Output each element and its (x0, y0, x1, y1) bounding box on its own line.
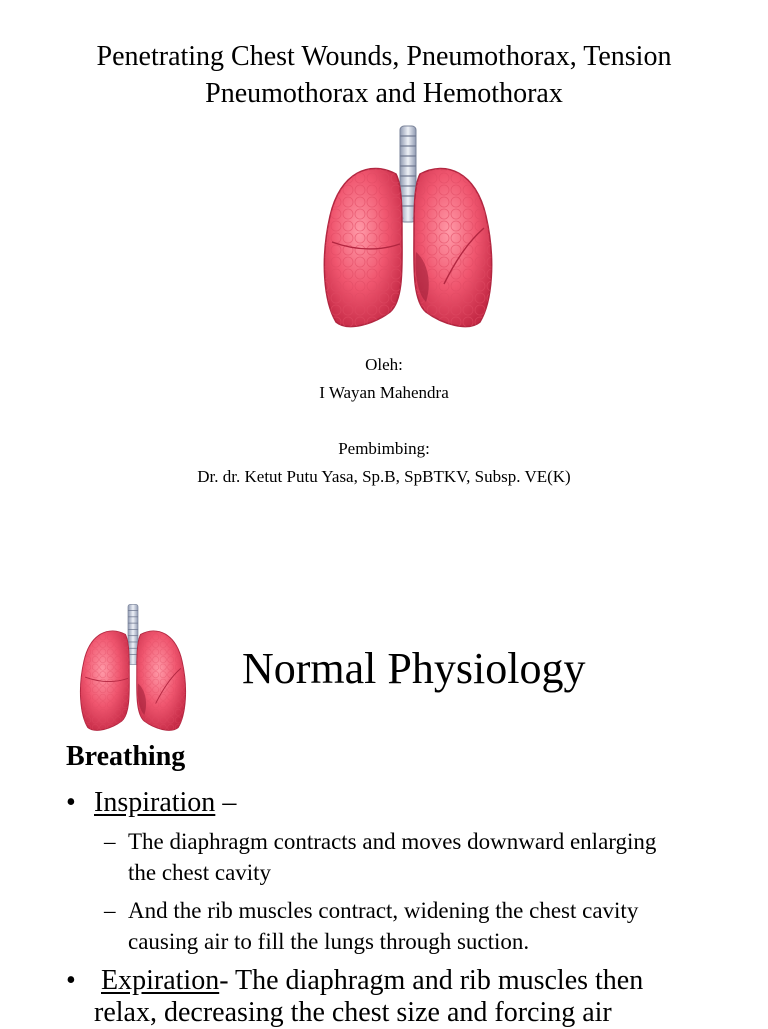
author-label: Oleh: (365, 355, 403, 374)
inspiration-term: Inspiration (94, 787, 216, 818)
advisor-label: Pembimbing: (338, 439, 430, 458)
lungs-icon (318, 124, 498, 334)
bullet-marker: • (66, 787, 76, 818)
section-title: Normal Physiology (242, 644, 586, 693)
author-name: I Wayan Mahendra (319, 383, 449, 402)
bullet-expiration (66, 965, 706, 1029)
bullet-marker: • (66, 965, 76, 996)
inspiration-rest: – (215, 787, 237, 818)
advisor-name: Dr. dr. Ketut Putu Yasa, Sp.B, SpBTKV, Subsp. VE(K) (197, 467, 571, 486)
dash-marker: – (104, 898, 116, 923)
sub-bullet-text: And the rib muscles contract, widening the chest cavity causing air to fill the lungs through suction. (128, 898, 639, 954)
sub-bullet-text: The diaphragm contracts and moves downward enlarging the chest cavity (128, 829, 657, 885)
breathing-heading: Breathing (66, 741, 186, 772)
expiration-term: Expiration (101, 965, 220, 996)
bullet-inspiration (66, 787, 706, 819)
dash-marker: – (104, 829, 116, 854)
slide-title: Penetrating Chest Wounds, Pneumothorax, Tension Pneumothorax and Hemothorax (96, 41, 672, 109)
sub-bullet-rib-muscles (104, 895, 664, 957)
lungs-icon (68, 603, 198, 735)
expiration-rest: - The diaphragm and rib muscles then relax, decreasing the chest size and forcing air (94, 965, 644, 1028)
sub-bullet-diaphragm (104, 826, 664, 888)
